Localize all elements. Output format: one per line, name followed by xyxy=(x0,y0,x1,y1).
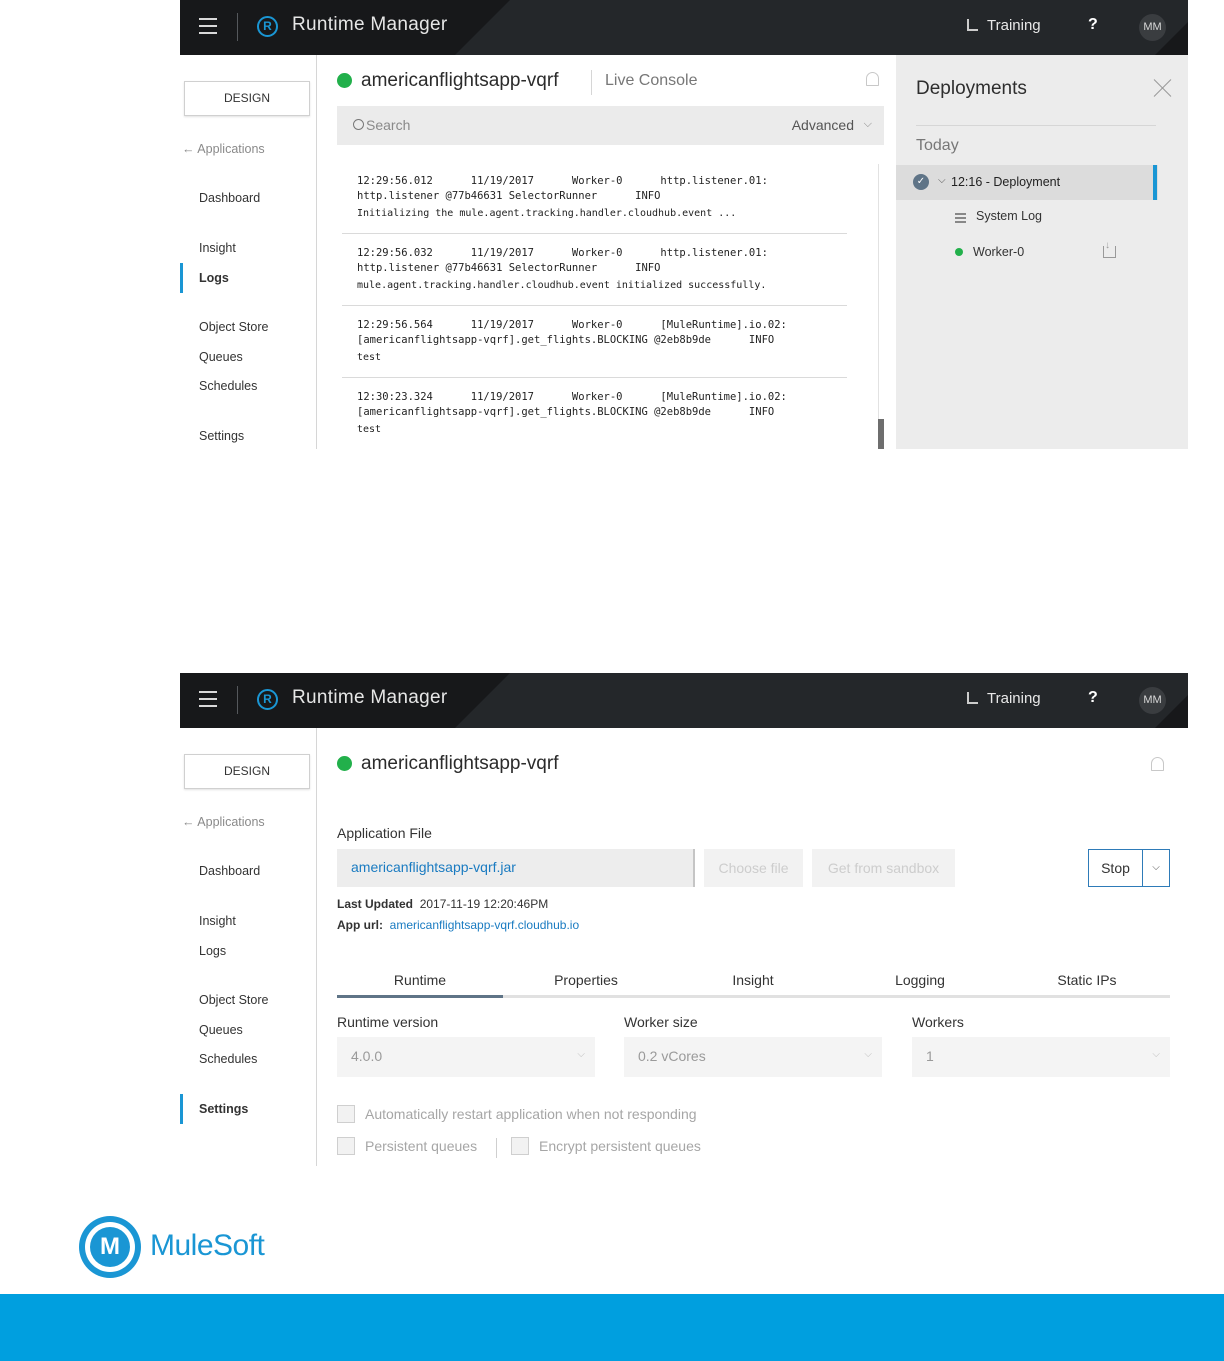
live-console-link[interactable]: Live Console xyxy=(605,72,698,89)
mulesoft-logo-icon: M xyxy=(79,1216,141,1278)
check-icon: ✓ xyxy=(913,174,929,190)
persistent-queues-checkbox[interactable] xyxy=(337,1137,355,1155)
runtime-version-select[interactable]: 4.0.0 ⌵ xyxy=(337,1037,595,1077)
footer-band xyxy=(0,1294,1224,1361)
workers-select[interactable]: 1 ⌵ xyxy=(912,1037,1170,1077)
app-url: App url: americanflightsapp-vqrf.cloudhub.io xyxy=(337,918,580,932)
tab-static-ips[interactable]: Static IPs xyxy=(1057,972,1117,988)
deployments-title: Deployments xyxy=(916,78,1027,99)
app-status-dot xyxy=(337,73,352,88)
worker-size-select[interactable]: 0.2 vCores ⌵ xyxy=(624,1037,882,1077)
choose-file-button[interactable]: Choose file xyxy=(704,849,803,887)
application-file-label: Application File xyxy=(337,825,432,841)
runtime-manager-logo-icon: R xyxy=(257,16,278,37)
mulesoft-wordmark: MuleSoft xyxy=(150,1229,265,1262)
sidebar-item-settings[interactable]: Settings xyxy=(199,1102,249,1116)
top-header xyxy=(180,0,1188,55)
sidebar-item-logs[interactable]: Logs xyxy=(199,271,229,285)
active-tab-indicator xyxy=(337,995,503,998)
back-to-applications-link[interactable]: ← Applications xyxy=(182,815,265,829)
help-button[interactable]: ? xyxy=(1088,689,1098,706)
search-icon xyxy=(353,119,364,130)
log-search-bar[interactable] xyxy=(337,106,884,145)
encrypt-queues-checkbox[interactable] xyxy=(511,1137,529,1155)
chevron-down-icon: ⌵ xyxy=(577,1049,585,1060)
worker-size-label: Worker size xyxy=(624,1014,698,1030)
application-file-field[interactable]: americanflightsapp-vqrf.jar xyxy=(337,849,695,887)
list-icon xyxy=(955,213,966,225)
sidebar-item-dashboard[interactable]: Dashboard xyxy=(199,864,261,878)
sidebar-item-object-store[interactable]: Object Store xyxy=(199,320,269,334)
last-updated: Last Updated 2017-11-19 12:20:46PM xyxy=(337,897,549,911)
avatar[interactable]: MM xyxy=(1139,687,1166,714)
system-log-item[interactable]: System Log xyxy=(976,209,1043,223)
design-button[interactable]: DESIGN xyxy=(184,81,310,116)
avatar[interactable]: MM xyxy=(1139,14,1166,41)
download-icon[interactable] xyxy=(1103,246,1116,258)
tab-logging[interactable]: Logging xyxy=(895,972,945,988)
log-scrollbar-thumb[interactable] xyxy=(878,419,884,449)
logs-screenshot xyxy=(180,0,1188,449)
active-indicator xyxy=(180,263,183,293)
stop-menu-chevron-down-icon[interactable]: ⌵ xyxy=(1143,849,1170,887)
selected-indicator xyxy=(1153,165,1157,200)
sidebar-item-object-store[interactable]: Object Store xyxy=(199,993,269,1007)
log-entry[interactable]: 12:30:23.324 11/19/2017 Worker-0 [MuleRuntime].io.02: [americanflightsapp-vqrf].get_flights.BLOCKING @2eb8b9de INFO test xyxy=(357,391,787,435)
encrypt-queues-label: Encrypt persistent queues xyxy=(539,1138,701,1154)
get-from-sandbox-button[interactable]: Get from sandbox xyxy=(812,849,955,887)
app-status-dot xyxy=(337,756,352,771)
top-header xyxy=(180,673,1188,728)
sidebar-item-logs[interactable]: Logs xyxy=(199,944,227,958)
sidebar-item-queues[interactable]: Queues xyxy=(199,350,243,364)
tab-insight[interactable]: Insight xyxy=(732,972,774,988)
chevron-down-icon: ⌵ xyxy=(1152,1049,1160,1060)
hamburger-menu-icon[interactable] xyxy=(199,691,217,707)
book-icon xyxy=(967,692,978,704)
runtime-manager-logo-icon: R xyxy=(257,689,278,710)
log-list xyxy=(337,162,864,449)
stop-button[interactable]: Stop xyxy=(1088,849,1143,887)
back-to-applications-link[interactable]: ← Applications xyxy=(182,142,265,156)
design-button[interactable]: DESIGN xyxy=(184,754,310,789)
sidebar xyxy=(180,55,317,449)
persistent-queues-label: Persistent queues xyxy=(365,1138,478,1154)
sidebar-item-insight[interactable]: Insight xyxy=(199,241,236,255)
book-icon xyxy=(967,19,978,31)
sidebar-item-dashboard[interactable]: Dashboard xyxy=(199,191,261,205)
chevron-down-icon: ⌵ xyxy=(938,175,946,186)
search-input[interactable]: Search xyxy=(366,117,411,133)
runtime-version-label: Runtime version xyxy=(337,1014,439,1030)
active-indicator xyxy=(180,1094,183,1124)
chevron-down-icon: ⌵ xyxy=(863,118,872,130)
app-title: Runtime Manager xyxy=(292,14,448,35)
app-url-link[interactable]: americanflightsapp-vqrf.cloudhub.io xyxy=(389,918,580,932)
tab-runtime[interactable]: Runtime xyxy=(393,972,447,988)
hamburger-menu-icon[interactable] xyxy=(199,18,217,34)
help-button[interactable]: ? xyxy=(1088,16,1098,33)
chevron-down-icon: ⌵ xyxy=(864,1049,872,1060)
settings-screenshot xyxy=(180,673,1188,1166)
deployment-item[interactable]: ✓ ⌵ 12:16 - Deployment xyxy=(896,165,1158,200)
app-name: americanflightsapp-vqrf xyxy=(361,70,559,91)
bell-icon[interactable] xyxy=(1151,757,1164,771)
sidebar xyxy=(180,728,317,1166)
tab-properties[interactable]: Properties xyxy=(554,972,618,988)
auto-restart-checkbox[interactable] xyxy=(337,1105,355,1123)
bell-icon[interactable] xyxy=(866,72,879,86)
worker-item[interactable]: Worker-0 xyxy=(973,245,1025,259)
log-entry[interactable]: 12:29:56.012 11/19/2017 Worker-0 http.listener.01: http.listener @77b46631 SelectorRunner INFO Initializing the mule.agent.tracking.handler.cloudhub.event ... xyxy=(357,175,768,219)
app-title: Runtime Manager xyxy=(292,687,448,708)
deployments-panel xyxy=(896,55,1188,449)
auto-restart-label: Automatically restart application when not responding xyxy=(365,1106,697,1122)
sidebar-item-queues[interactable]: Queues xyxy=(199,1023,243,1037)
log-entry[interactable]: 12:29:56.032 11/19/2017 Worker-0 http.listener.01: http.listener @77b46631 SelectorRunner INFO mule.agent.tracking.handler.cloudhub.event initialized successfully. xyxy=(357,247,768,291)
close-icon[interactable] xyxy=(1153,78,1172,97)
sidebar-item-insight[interactable]: Insight xyxy=(199,914,236,928)
log-scrollbar[interactable] xyxy=(878,164,884,449)
workers-label: Workers xyxy=(912,1014,964,1030)
sidebar-item-schedules[interactable]: Schedules xyxy=(199,1052,258,1066)
app-name: americanflightsapp-vqrf xyxy=(361,753,559,774)
worker-status-dot xyxy=(955,248,963,256)
deployments-section-today: Today xyxy=(916,137,959,154)
training-link[interactable]: Training xyxy=(967,17,1041,34)
training-link[interactable]: Training xyxy=(967,690,1041,707)
log-entry[interactable]: 12:29:56.564 11/19/2017 Worker-0 [MuleRuntime].io.02: [americanflightsapp-vqrf].get_flights.BLOCKING @2eb8b9de INFO test xyxy=(357,319,787,363)
sidebar-item-settings[interactable]: Settings xyxy=(199,429,245,443)
advanced-search-toggle[interactable]: Advanced xyxy=(791,117,854,133)
sidebar-item-schedules[interactable]: Schedules xyxy=(199,379,258,393)
